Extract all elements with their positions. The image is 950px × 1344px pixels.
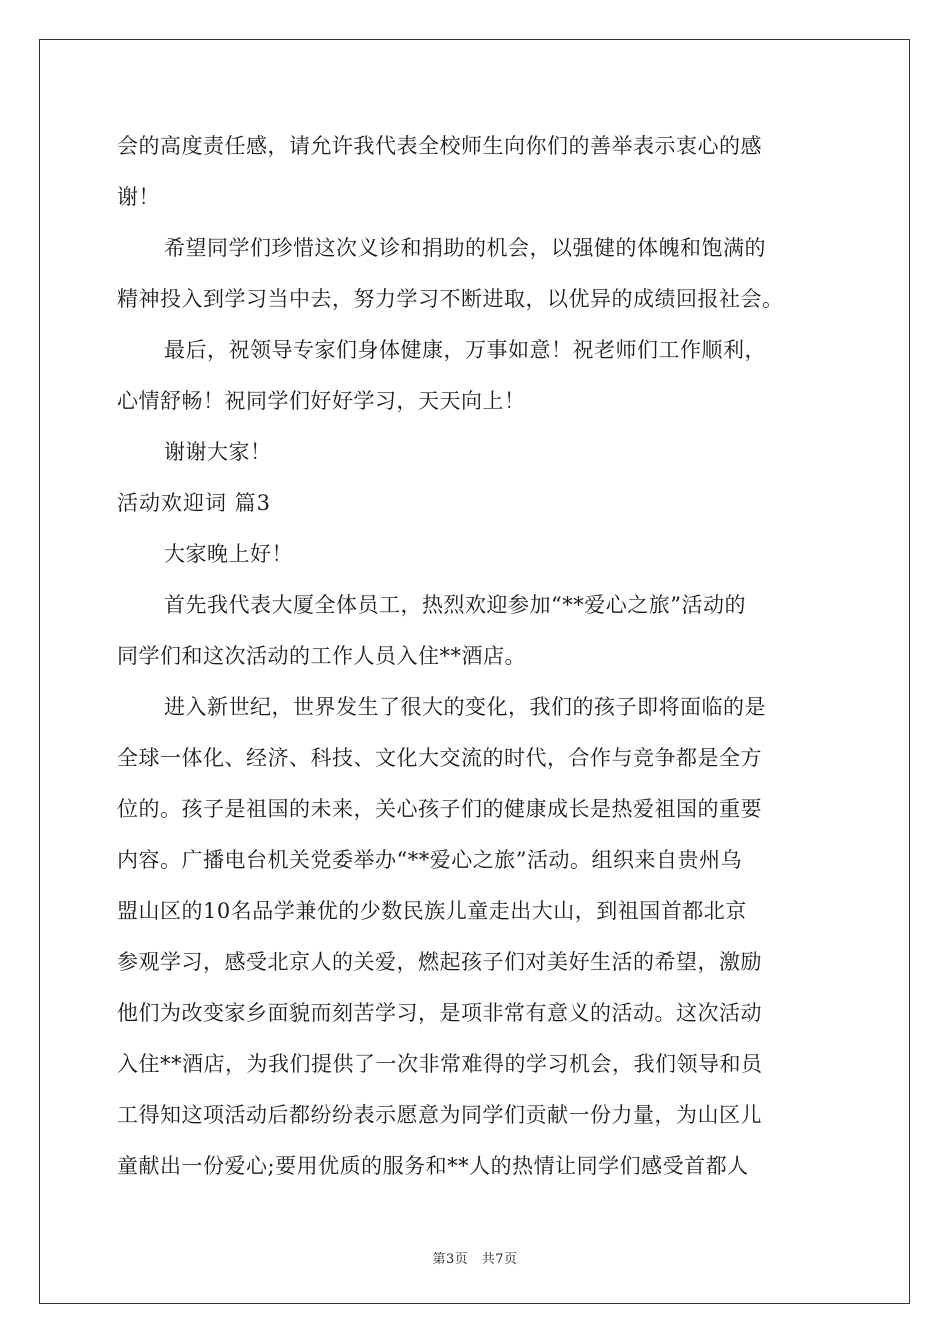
paragraph-line: 谢！ bbox=[117, 185, 160, 209]
paragraph-line: 希望同学们珍惜这次义诊和捐助的机会，以强健的体魄和饱满的 bbox=[164, 236, 766, 260]
paragraph-line: 童献出一份爱心;要用优质的服务和**人的热情让同学们感受首都人 bbox=[117, 1154, 749, 1178]
paragraph-line: 他们为改变家乡面貌而刻苦学习，是项非常有意义的活动。这次活动 bbox=[117, 1001, 762, 1025]
paragraph-line: 最后，祝领导专家们身体健康，万事如意！祝老师们工作顺利， bbox=[164, 338, 766, 362]
paragraph-line: 进入新世纪，世界发生了很大的变化，我们的孩子即将面临的是 bbox=[164, 695, 766, 719]
paragraph-line: 同学们和这次活动的工作人员入住**酒店。 bbox=[117, 644, 526, 668]
paragraph-line: 内容。广播电台机关党委举办“**爱心之旅”活动。组织来自贵州乌 bbox=[117, 848, 742, 872]
paragraph-line: 首先我代表大厦全体员工，热烈欢迎参加“**爱心之旅”活动的 bbox=[164, 593, 746, 617]
page-number-footer: 第3页 共7页 bbox=[432, 1252, 518, 1267]
greeting-line: 大家晚上好！ bbox=[164, 542, 293, 566]
document-body bbox=[117, 126, 837, 1197]
paragraph-line: 谢谢大家！ bbox=[164, 440, 272, 464]
paragraph-line: 位的。孩子是祖国的未来，关心孩子们的健康成长是热爱祖国的重要 bbox=[117, 797, 762, 821]
paragraph-line: 入住**酒店，为我们提供了一次非常难得的学习机会，我们领导和员 bbox=[117, 1052, 763, 1076]
paragraph-line: 全球一体化、经济、科技、文化大交流的时代，合作与竞争都是全方 bbox=[117, 746, 762, 770]
paragraph-line: 工得知这项活动后都纷纷表示愿意为同学们贡献一份力量，为山区儿 bbox=[117, 1103, 762, 1127]
section-heading: 活动欢迎词 篇3 bbox=[117, 491, 272, 515]
paragraph-line: 精神投入到学习当中去，努力学习不断进取，以优异的成绩回报社会。 bbox=[117, 287, 784, 311]
paragraph-line: 心情舒畅！祝同学们好好学习，天天向上！ bbox=[117, 389, 526, 413]
paragraph-line: 盟山区的10名品学兼优的少数民族儿童走出大山，到祖国首都北京 bbox=[117, 899, 747, 923]
paragraph-line: 参观学习，感受北京人的关爱，燃起孩子们对美好生活的希望，激励 bbox=[117, 950, 762, 974]
paragraph-line: 会的高度责任感，请允许我代表全校师生向你们的善举表示衷心的感 bbox=[117, 134, 762, 158]
